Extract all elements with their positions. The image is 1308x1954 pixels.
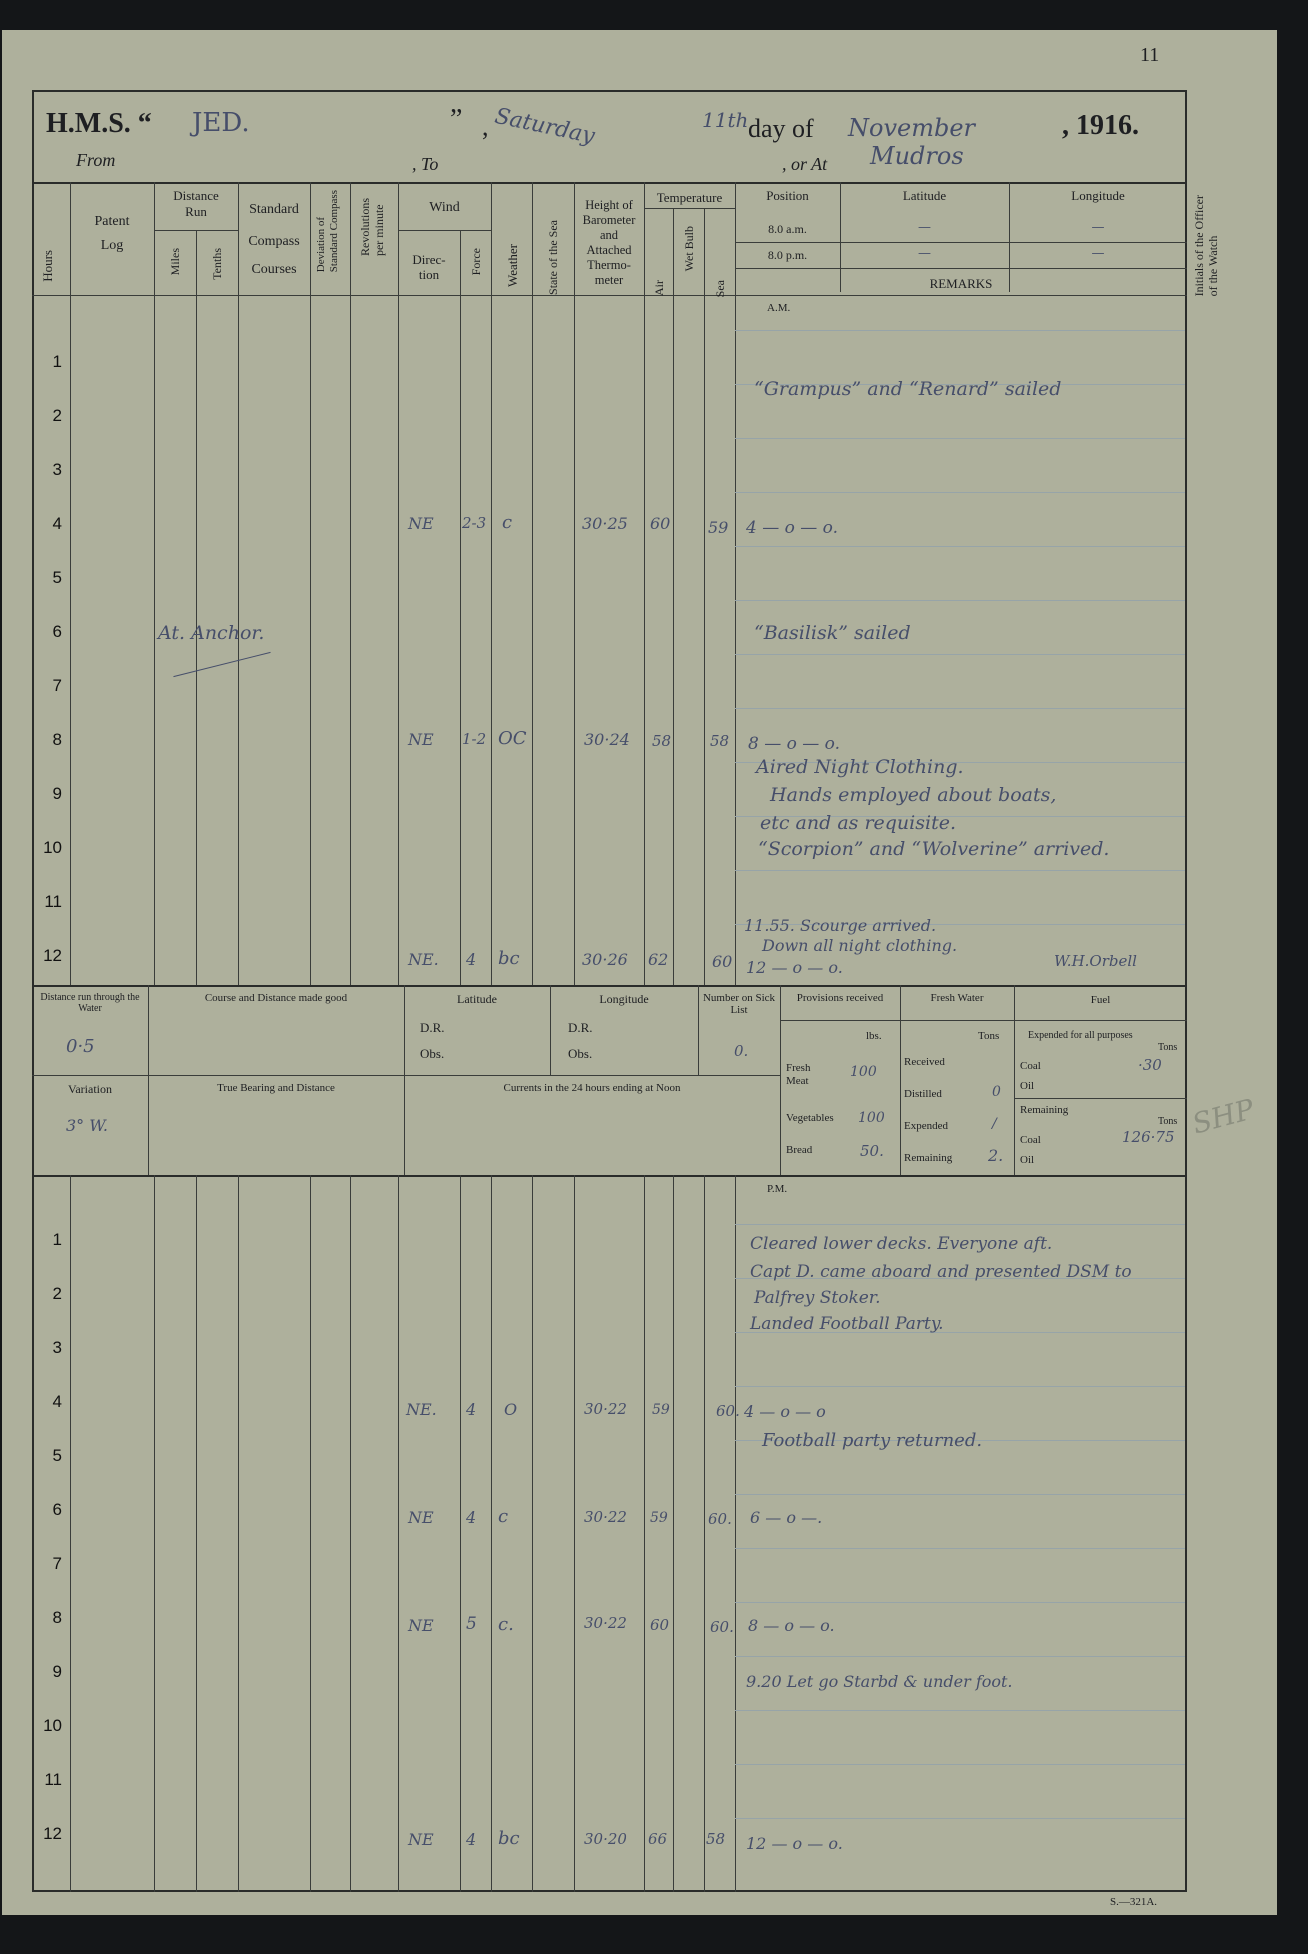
longitude-obs: Obs. [568, 1046, 593, 1061]
weather-code: c. [498, 1614, 514, 1635]
weather-code: c [502, 512, 513, 533]
weather-code: bc [498, 948, 520, 969]
wind-force: 4 [466, 1400, 477, 1419]
courses-header: Courses [251, 262, 297, 277]
hours-header: Hours [40, 250, 55, 282]
water-expended-value: / [992, 1116, 997, 1132]
from-label: From [76, 150, 116, 170]
barometer: 30·26 [582, 950, 628, 969]
sea-temp: 60 [712, 952, 733, 971]
barometer-header: Height of Barometer and Attached Thermo- meter [582, 198, 636, 287]
revolutions-header: Revolutions per minute [358, 198, 386, 257]
hour-label: 9 [52, 784, 62, 803]
weekday: Saturday [492, 103, 597, 150]
wind-force: 4 [466, 950, 477, 969]
standard-header: Standard [249, 202, 299, 217]
remark-line: Down all night clothing. [762, 936, 958, 955]
fresh-meat-value: 100 [850, 1064, 877, 1080]
remark-line: Football party returned. [762, 1430, 983, 1451]
close-quote: ” [450, 104, 463, 135]
hour-label: 4 [52, 1392, 62, 1411]
air-temp: 58 [652, 732, 672, 750]
force-header: Force [469, 248, 483, 276]
water-remaining-value: 2. [988, 1146, 1004, 1165]
page-number: 11 [1140, 44, 1160, 66]
water-expended-label: Expended [904, 1120, 948, 1132]
remark-line: “Basilisk” sailed [754, 622, 911, 644]
wind-force: 1-2 [462, 730, 487, 748]
latitude-dr: D.R. [420, 1020, 445, 1035]
pm8-header: 8.0 p.m. [767, 248, 808, 262]
barometer: 30·24 [584, 730, 630, 749]
pm-label: P.M. [767, 1183, 788, 1195]
bread-label: Bread [786, 1144, 813, 1156]
coal-rem-label: Coal [1020, 1134, 1041, 1146]
month: November [848, 114, 976, 142]
direction-header: Direc- tion [412, 252, 446, 282]
deviation-header: Deviation of Standard Compass [315, 190, 340, 273]
hms-label: H.M.S. “ [46, 108, 152, 139]
remark-line: 12 — o — o. [746, 958, 843, 977]
log-page [2, 30, 1277, 1915]
air-temp: 60 [650, 514, 671, 533]
air-temp: 59 [652, 1402, 670, 1418]
distance-run-value: 0·5 [66, 1036, 95, 1057]
ship-name: JED. [192, 108, 250, 138]
wind-direction: NE [408, 1830, 434, 1849]
true-bearing-label: True Bearing and Distance [217, 1082, 335, 1094]
sick-list-value: 0. [734, 1042, 749, 1060]
remark-line: “Grampus” and “Renard” sailed [754, 378, 1062, 400]
comma: , [482, 112, 489, 141]
variation-value: 3° W. [66, 1116, 108, 1135]
barometer: 30·20 [584, 1830, 627, 1848]
vegetables-value: 100 [858, 1110, 885, 1126]
lbs-label: lbs. [866, 1030, 882, 1042]
wet-bulb-header: Wet Bulb [682, 226, 696, 272]
water-received-label: Received [904, 1056, 945, 1068]
hour-label: 10 [43, 1716, 62, 1735]
air-temp: 59 [650, 1510, 668, 1526]
hour-label: 11 [44, 1770, 62, 1789]
noon-latitude-label: Latitude [457, 992, 497, 1006]
to-label: , To [412, 154, 439, 174]
distance-run-label: Distance run through the Water [40, 992, 140, 1014]
hour-label: 6 [52, 622, 62, 641]
margin-initials: SHP [1188, 1092, 1258, 1141]
variation-label: Variation [68, 1082, 112, 1096]
hour-label: 8 [52, 730, 62, 749]
course-made-good-label: Course and Distance made good [204, 992, 348, 1004]
fuel-label: Fuel [1090, 994, 1111, 1006]
remark-line: 4 — o — o [744, 1402, 826, 1421]
hour-label: 12 [43, 946, 62, 965]
weather-header: Weather [505, 244, 520, 287]
at-place: Mudros [870, 142, 964, 170]
water-remaining-label: Remaining [904, 1152, 953, 1164]
wind-direction: NE [408, 514, 434, 533]
form-number: S.—321A. [1110, 1896, 1158, 1908]
hour-label: 12 [43, 1824, 62, 1843]
fuel-tons-label: Tons [1158, 1042, 1178, 1053]
fresh-meat-label: Fresh Meat [786, 1062, 811, 1087]
remark-line: Capt D. came aboard and presented DSM to [750, 1262, 1132, 1282]
am8-header: 8.0 a.m. [768, 222, 807, 236]
state-of-sea-header: State of the Sea [546, 220, 560, 295]
hour-label: 1 [52, 1230, 62, 1249]
patent-log-header-2: Log [100, 238, 124, 253]
sea-temp-header: Sea [713, 280, 727, 298]
weather-code: OC [498, 728, 527, 749]
remark-line: 8 — o — o. [748, 1616, 835, 1635]
hour-label: 4 [52, 514, 62, 533]
day-number: 11th [702, 108, 749, 132]
remark-line: Aired Night Clothing. [756, 756, 964, 778]
hour-label: 10 [43, 838, 62, 857]
water-distilled-label: Distilled [904, 1088, 942, 1100]
day-of-label: day of [748, 114, 814, 143]
distance-run-header: Distance Run [173, 188, 219, 219]
initials-header: Initials of the Officer of the Watch [1192, 195, 1220, 297]
currents-label: Currents in the 24 hours ending at Noon [503, 1082, 681, 1094]
coal-rem-value: 126·75 [1122, 1128, 1175, 1146]
latitude-obs: Obs. [420, 1046, 445, 1061]
oil-rem-label: Oil [1020, 1154, 1035, 1166]
wind-force: 5 [466, 1614, 477, 1634]
latitude-header: Latitude [902, 188, 947, 203]
compass-header: Compass [248, 234, 300, 249]
bread-value: 50. [860, 1142, 884, 1160]
remark-line: Cleared lower decks. Everyone aft. [750, 1234, 1053, 1254]
remark-line: 9.20 Let go Starbd & under foot. [746, 1672, 1013, 1691]
weather-code: c [498, 1506, 509, 1527]
air-temp: 60 [650, 1616, 670, 1634]
wind-direction: NE [408, 730, 434, 749]
year: , 1916. [1062, 110, 1139, 141]
remarks-header: REMARKS [929, 276, 993, 291]
sea-temp: 59 [708, 518, 729, 537]
remark-line: 6 — o —. [750, 1508, 823, 1527]
oil-exp-label: Oil [1020, 1080, 1035, 1092]
hour-label: 3 [52, 460, 62, 479]
officer-signature: W.H.Orbell [1054, 952, 1137, 970]
wind-force: 4 [466, 1508, 477, 1527]
longitude-dr: D.R. [568, 1020, 593, 1035]
wind-direction: NE. [406, 1400, 437, 1419]
remark-line: 11.55. Scourge arrived. [744, 916, 937, 935]
longitude-pm: — [1091, 246, 1105, 261]
fuel-expended-label: Expended for all purposes [1028, 1030, 1133, 1041]
fuel-remaining-label: Remaining [1020, 1104, 1069, 1116]
am-label: A.M. [767, 302, 791, 314]
longitude-am: — [1091, 220, 1105, 235]
remark-line: 4 — o — o. [746, 518, 839, 538]
hour-label: 7 [52, 1554, 62, 1573]
noon-longitude-label: Longitude [599, 992, 649, 1006]
wind-force: 2-3 [462, 514, 487, 532]
hour-label: 2 [52, 1284, 62, 1303]
wind-header: Wind [429, 200, 460, 215]
barometer: 30·22 [584, 1614, 627, 1632]
sea-temp: 60. [716, 1402, 740, 1420]
sea-temp: 60. [708, 1510, 732, 1528]
wind-direction: NE [408, 1616, 434, 1635]
wind-direction: NE. [408, 950, 439, 969]
remark-line: Palfrey Stoker. [754, 1288, 881, 1308]
air-header: Air [652, 280, 666, 296]
remark-line: 12 — o — o. [746, 1834, 843, 1853]
coal-exp-label: Coal [1020, 1060, 1041, 1072]
sea-temp: 58 [710, 732, 730, 750]
hour-label: 11 [44, 892, 62, 911]
hour-label: 1 [52, 352, 62, 371]
hour-label: 6 [52, 1500, 62, 1519]
barometer: 30·22 [584, 1508, 627, 1526]
provisions-label: Provisions received [796, 992, 884, 1004]
hour-label: 3 [52, 1338, 62, 1357]
wind-direction: NE [408, 1508, 434, 1527]
weather-code: bc [498, 1828, 520, 1849]
remark-line: Landed Football Party. [750, 1314, 944, 1334]
coal-exp-value: ·30 [1138, 1056, 1162, 1074]
miles-header: Miles [168, 248, 182, 276]
sick-list-label: Number on Sick List [702, 992, 776, 1016]
wind-force: 4 [466, 1830, 477, 1849]
water-distilled-value: 0 [992, 1084, 1001, 1100]
hour-label: 7 [52, 676, 62, 695]
latitude-pm: — [918, 246, 931, 261]
longitude-header: Longitude [1071, 188, 1125, 203]
air-temp: 66 [648, 1830, 668, 1848]
patent-log-header: Patent [94, 214, 130, 229]
weather-code: O [504, 1400, 518, 1419]
hour-label: 8 [52, 1608, 62, 1627]
barometer: 30·25 [582, 514, 628, 533]
latitude-am: — [918, 220, 931, 235]
tenths-header: Tenths [210, 248, 224, 280]
fresh-water-label: Fresh Water [930, 992, 984, 1004]
position-header: Position [766, 188, 809, 203]
remark-line: Hands employed about boats, [770, 784, 1057, 806]
at-anchor-note: At. Anchor. [158, 622, 265, 644]
air-temp: 62 [648, 950, 669, 969]
vegetables-label: Vegetables [786, 1112, 834, 1124]
remark-line: “Scorpion” and “Wolverine” arrived. [758, 838, 1110, 860]
hour-label: 9 [52, 1662, 62, 1681]
temperature-header: Temperature [656, 190, 723, 205]
remark-line: etc and as requisite. [760, 812, 956, 834]
barometer: 30·22 [584, 1400, 627, 1418]
water-tons-label: Tons [978, 1030, 1000, 1042]
hour-label: 2 [52, 406, 62, 425]
sea-temp: 60. [710, 1618, 734, 1636]
or-at-label: , or At [782, 154, 828, 174]
remark-line: 8 — o — o. [748, 734, 841, 754]
fuel-rem-tons-label: Tons [1158, 1116, 1178, 1127]
hour-label: 5 [52, 568, 62, 587]
sea-temp: 58 [706, 1830, 726, 1848]
hour-label: 5 [52, 1446, 62, 1465]
